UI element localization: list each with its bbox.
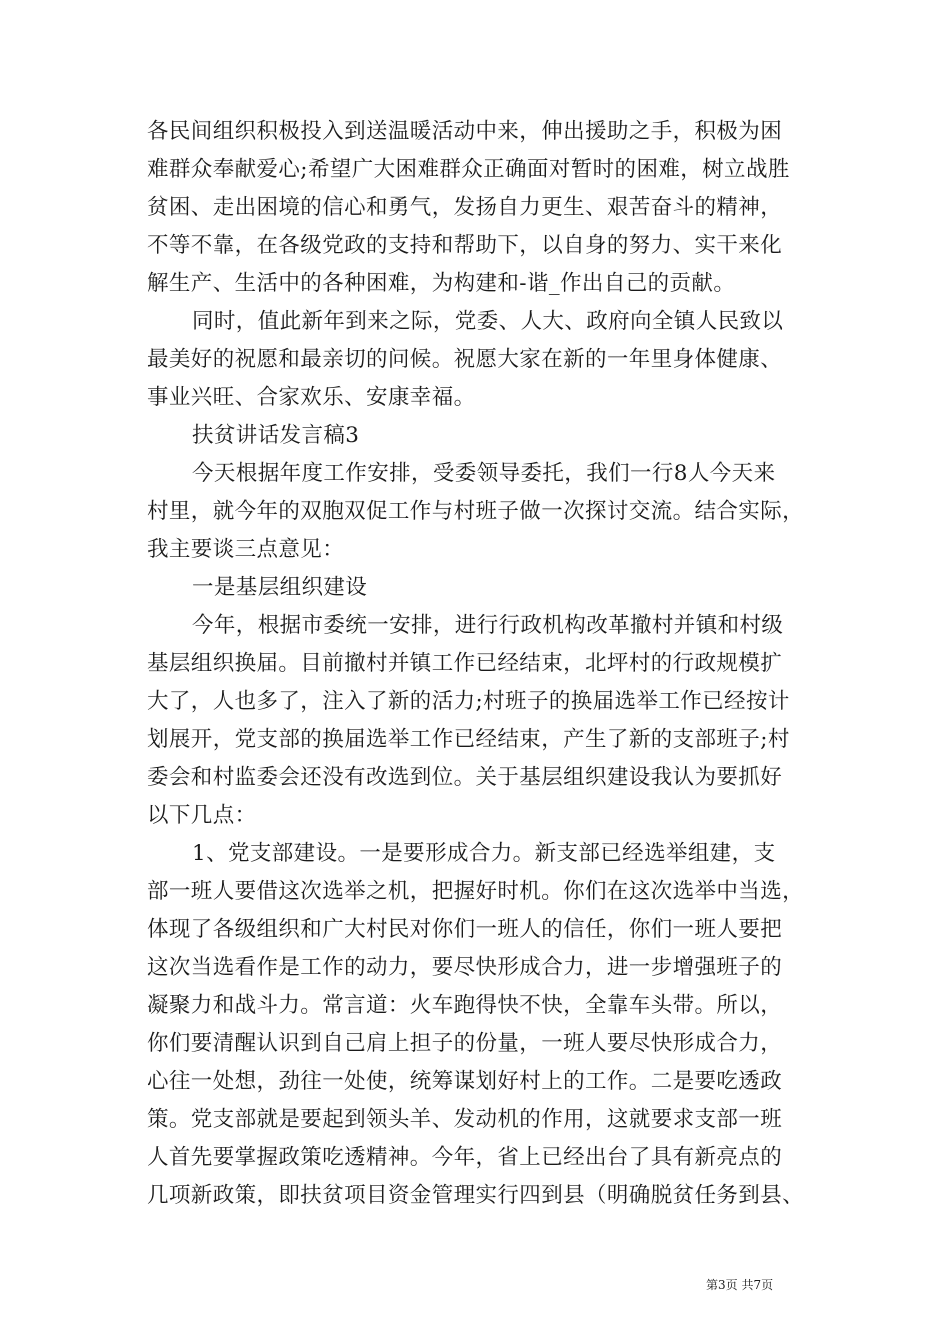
text-line: 最美好的祝愿和最亲切的问候。祝愿大家在新的一年里身体健康、	[147, 347, 783, 372]
page-number-footer: 第3页 共7页	[706, 1278, 774, 1292]
text-line: 以下几点：	[147, 803, 257, 828]
text-line: 大了，人也多了，注入了新的活力;村班子的换届选举工作已经按计	[147, 689, 790, 714]
text-line: 人首先要掌握政策吃透精神。今年，省上已经出台了具有新亮点的	[147, 1145, 783, 1170]
text-line: 你们要清醒认识到自己肩上担子的份量，一班人要尽快形成合力，	[147, 1031, 783, 1056]
text-line: 委会和村监委会还没有改选到位。关于基层组织建设我认为要抓好	[147, 765, 783, 790]
paragraph-start-line: 今天根据年度工作安排，受委领导委托，我们一行8人今天来	[192, 461, 776, 486]
text-line: 这次当选看作是工作的动力，要尽快形成合力，进一步增强班子的	[147, 955, 783, 980]
text-line: 凝聚力和战斗力。常言道：火车跑得快不快，全靠车头带。所以，	[147, 993, 783, 1018]
text-line: 不等不靠，在各级党政的支持和帮助下，以自身的努力、实干来化	[147, 233, 783, 258]
text-line: 策。党支部就是要起到领头羊、发动机的作用，这就要求支部一班	[147, 1107, 783, 1132]
section-heading: 扶贫讲话发言稿3	[192, 423, 360, 448]
text-line: 划展开，党支部的换届选举工作已经结束，产生了新的支部班子;村	[147, 727, 790, 752]
paragraph-start-line: 同时，值此新年到来之际，党委、人大、政府向全镇人民致以	[192, 309, 784, 334]
text-line: 基层组织换届。目前撤村并镇工作已经结束，北坪村的行政规模扩	[147, 651, 783, 676]
text-line: 难群众奉献爱心;希望广大困难群众正确面对暂时的困难，树立战胜	[147, 157, 790, 182]
text-line: 事业兴旺、合家欢乐、安康幸福。	[147, 385, 476, 410]
text-line: 我主要谈三点意见：	[147, 537, 345, 562]
text-line: 贫困、走出困境的信心和勇气，发扬自力更生、艰苦奋斗的精神，	[147, 195, 783, 220]
paragraph-start-line: 今年，根据市委统一安排，进行行政机构改革撤村并镇和村级	[192, 613, 784, 638]
paragraph-start-line: 1、党支部建设。一是要形成合力。新支部已经选举组建，支	[192, 841, 776, 866]
text-line: 各民间组织积极投入到送温暖活动中来，伸出援助之手，积极为困	[147, 119, 783, 144]
text-line: 村里，就今年的双胞双促工作与村班子做一次探讨交流。结合实际，	[147, 499, 805, 524]
text-line: 解生产、生活中的各种困难，为构建和-谐_作出自己的贡献。	[147, 271, 736, 296]
text-line: 几项新政策，即扶贫项目资金管理实行四到县（明确脱贫任务到县、	[147, 1183, 805, 1208]
sub-heading: 一是基层组织建设	[192, 575, 368, 600]
text-line: 部一班人要借这次选举之机，把握好时机。你们在这次选举中当选，	[147, 879, 805, 904]
text-line: 体现了各级组织和广大村民对你们一班人的信任，你们一班人要把	[147, 917, 783, 942]
text-line: 心往一处想，劲往一处使，统筹谋划好村上的工作。二是要吃透政	[147, 1069, 783, 1094]
